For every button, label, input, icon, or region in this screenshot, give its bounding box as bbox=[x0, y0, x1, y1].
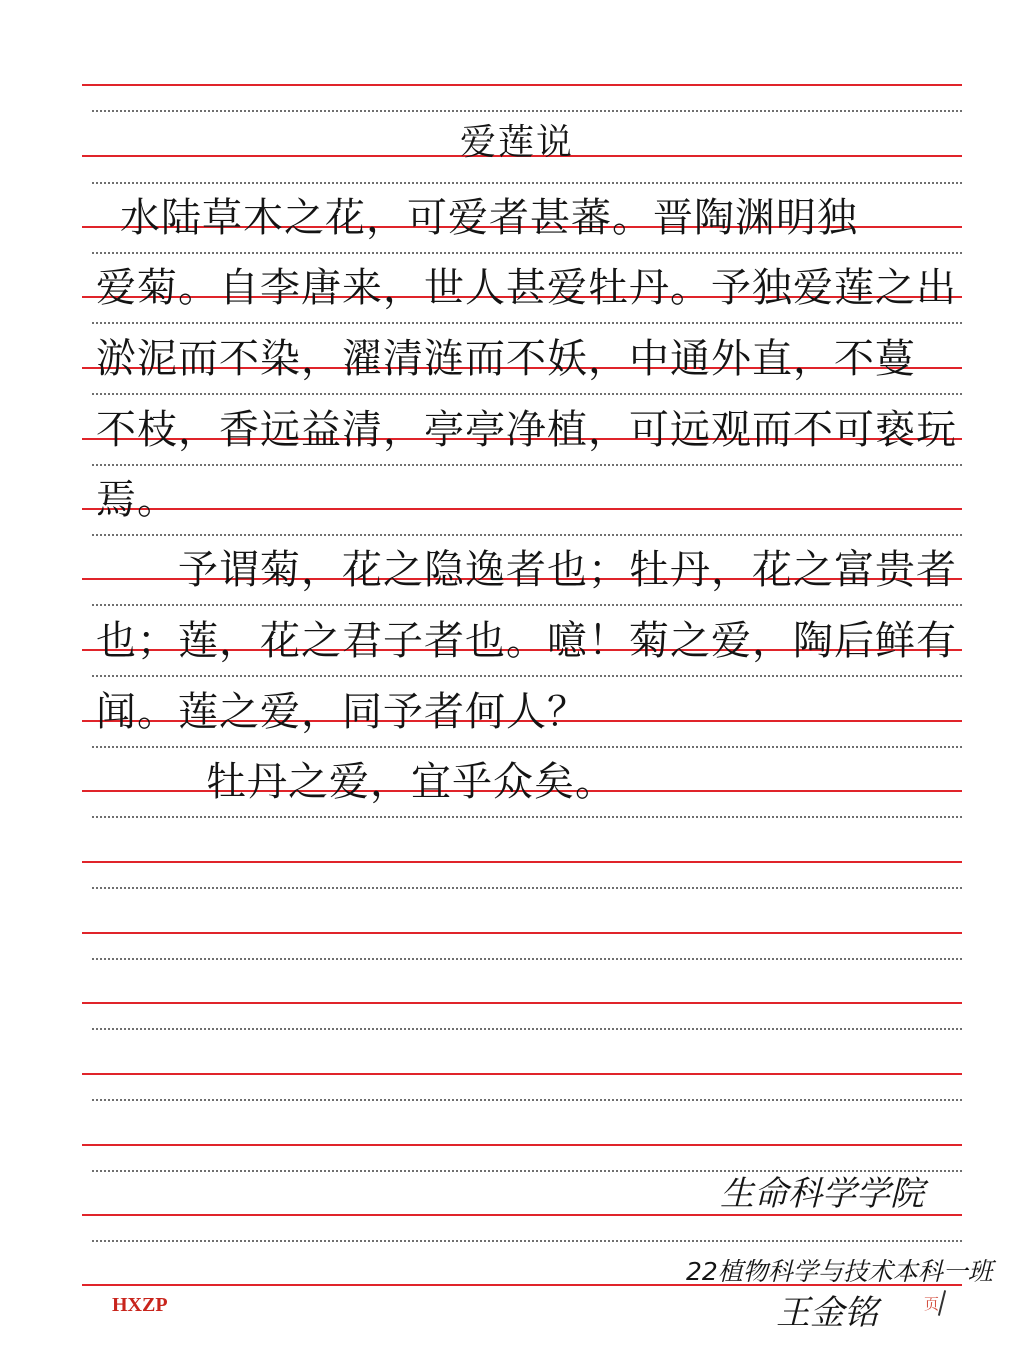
text-line-8: 闻。莲之爱，同予者何人？ bbox=[96, 689, 588, 735]
text-line-2: 爱菊。自李唐来，世人甚爱牡丹。予独爱莲之出 bbox=[96, 265, 957, 311]
red-rule bbox=[82, 1144, 962, 1146]
dotted-rule bbox=[92, 252, 962, 254]
text-line-5: 焉。 bbox=[96, 477, 178, 523]
dotted-rule bbox=[92, 1099, 962, 1101]
red-rule bbox=[82, 84, 962, 86]
dotted-rule bbox=[92, 675, 962, 677]
dotted-rule bbox=[92, 534, 962, 536]
dotted-rule bbox=[92, 393, 962, 395]
text-line-6: 予谓菊，花之隐逸者也；牡丹，花之富贵者 bbox=[178, 547, 957, 593]
dotted-rule bbox=[92, 746, 962, 748]
dotted-rule bbox=[92, 110, 962, 112]
brand-logo: HXZP bbox=[112, 1294, 168, 1316]
dotted-rule bbox=[92, 816, 962, 818]
red-rule bbox=[82, 508, 962, 510]
page-slash-mark bbox=[938, 1290, 946, 1316]
dotted-rule bbox=[92, 182, 962, 184]
text-line-9: 牡丹之爱，宜乎众矣。 bbox=[206, 759, 616, 805]
red-rule bbox=[82, 932, 962, 934]
dotted-rule bbox=[92, 958, 962, 960]
dotted-rule bbox=[92, 887, 962, 889]
dotted-rule bbox=[92, 464, 962, 466]
red-rule bbox=[82, 1002, 962, 1004]
essay-title: 爱莲说 bbox=[460, 122, 575, 163]
page-label: 页 bbox=[924, 1295, 940, 1313]
dotted-rule bbox=[92, 1028, 962, 1030]
text-line-7: 也；莲，花之君子者也。噫！菊之爱，陶后鲜有 bbox=[96, 618, 957, 664]
red-rule bbox=[82, 861, 962, 863]
dotted-rule bbox=[92, 604, 962, 606]
dotted-rule bbox=[92, 1240, 962, 1242]
text-line-3: 淤泥而不染，濯清涟而不妖，中通外直，不蔓 bbox=[96, 336, 916, 382]
text-line-1: 水陆草木之花，可爱者甚蕃。晋陶渊明独 bbox=[120, 195, 858, 241]
signature-name: 王金铭 bbox=[776, 1293, 878, 1333]
signature-school: 生命科学学院 bbox=[720, 1174, 924, 1214]
dotted-rule bbox=[92, 322, 962, 324]
red-rule bbox=[82, 1073, 962, 1075]
text-line-4: 不枝，香远益清，亭亭净植，可远观而不可亵玩 bbox=[96, 407, 957, 453]
signature-class: 22植物科学与技术本科一班 bbox=[686, 1257, 993, 1286]
